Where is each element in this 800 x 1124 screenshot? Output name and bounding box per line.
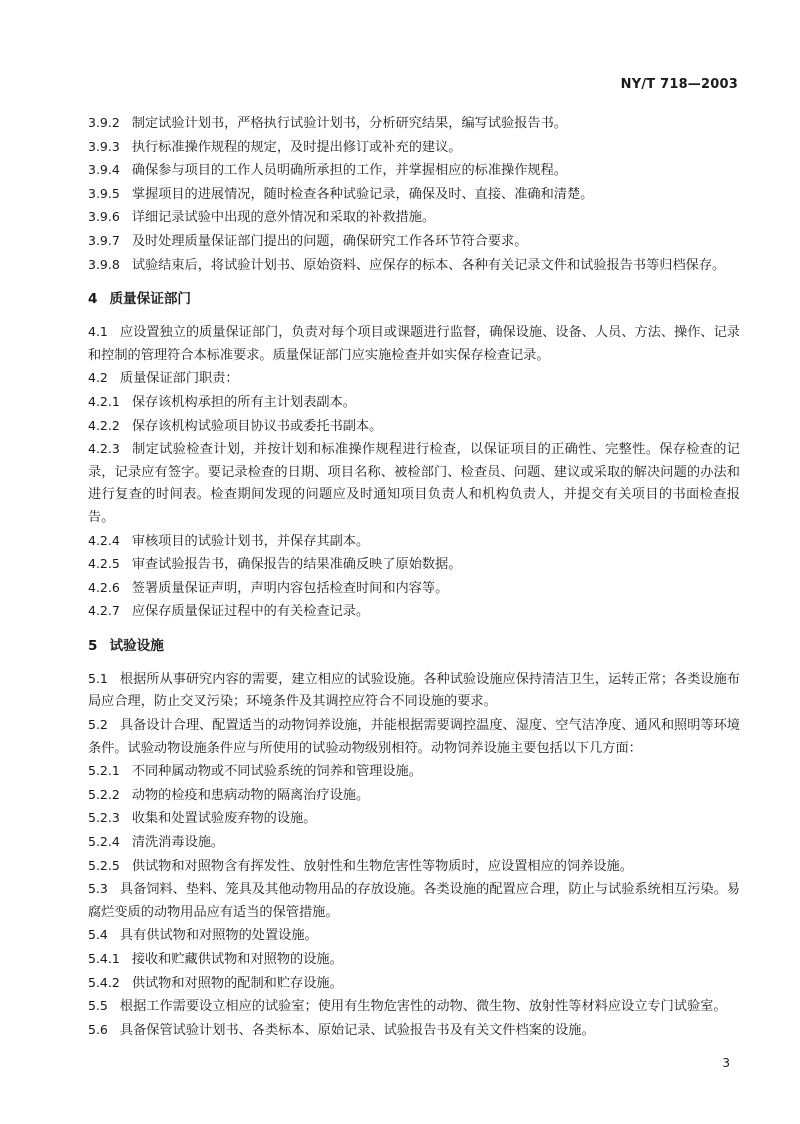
clause-text: 不同种属动物或不同试验系统的饲养和管理设施。 (131, 764, 422, 780)
clause-paragraph (88, 112, 740, 136)
clause-text: 试验结束后，将试验计划书、原始资料、应保存的标本、各种有关记录文件和试验报告书等归档保存。 (131, 257, 726, 273)
clause-text: 清洗消毒设施。 (131, 835, 225, 851)
clause-number: 5.4.1 (88, 951, 120, 966)
standard-code: NY/T 718—2003 (620, 77, 738, 92)
clause-paragraph (88, 159, 740, 183)
clause-number: 5.2.4 (88, 834, 120, 850)
clause-text: 应保存质量保证过程中的有关检查记录。 (131, 604, 370, 620)
clause-paragraph (88, 1019, 740, 1043)
clause-paragraph (88, 321, 740, 367)
clause-text: 供试物和对照物含有挥发性、放射性和生物危害性等物质时，应设置相应的饲养设施。 (131, 858, 633, 874)
clause-text: 应设置独立的质量保证部门，负责对每个项目或课题进行监督，确保设施、设备、人员、方法、操作、记录和控制的管理符合本标准要求。质量保证部门应实施检查并如实保存检查记录。 (88, 325, 740, 363)
clause-paragraph (88, 972, 740, 996)
clause-paragraph (88, 855, 740, 879)
clause-text: 保存该机构承担的所有主计划表副本。 (131, 394, 356, 410)
section-heading (88, 635, 740, 657)
section-title-text: 质量保证部门 (109, 291, 192, 308)
clause-text: 确保参与项目的工作人员明确所承担的工作，并掌握相应的标准操作规程。 (131, 163, 567, 179)
clause-paragraph (88, 254, 740, 278)
clause-number: 5.2.3 (88, 810, 120, 826)
clause-number: 4.1 (88, 324, 108, 340)
clause-number: 3.9.2 (88, 115, 120, 130)
clause-number: 3.9.3 (88, 138, 120, 154)
clause-number: 4.2.4 (88, 532, 120, 548)
clause-text: 签署质量保证声明，声明内容包括检查时间和内容等。 (131, 580, 449, 596)
clause-text: 掌握项目的进展情况，随时检查各种试验记录，确保及时、直接、准确和清楚。 (131, 186, 594, 202)
clause-paragraph (88, 760, 740, 784)
clause-number: 3.9.8 (88, 256, 120, 272)
clause-text: 动物的检疫和患病动物的隔离治疗设施。 (131, 787, 370, 803)
clause-paragraph (88, 600, 740, 624)
clause-paragraph (88, 230, 740, 254)
clause-text: 具备设计合理、配置适当的动物饲养设施，并能根据需要调控温度、湿度、空气洁净度、通风和照明等环境条件。试验动物设施条件应与所使用的试验动物级别相符。动物饲养设施主要包括以下几方面： (88, 718, 740, 756)
clause-text: 根据所从事研究内容的需要，建立相应的试验设施。各种试验设施应保持清洁卫生，运转正常；各类设施布局应合理，防止交叉污染；环境条件及其调控应符合不同设施的要求。 (88, 671, 740, 710)
clause-text: 制定试验计划书，严格执行试验计划书，分析研究结果，编写试验报告书。 (131, 116, 567, 131)
clause-paragraph (88, 183, 740, 207)
section-heading (88, 288, 740, 310)
clause-text: 执行标准操作规程的规定，及时提出修订或补充的建议。 (131, 139, 462, 155)
clause-text: 审查试验报告书，确保报告的结果准确反映了原始数据。 (131, 557, 462, 573)
page-number: 3 (722, 1056, 730, 1070)
clause-text: 及时处理质量保证部门提出的问题，确保研究工作各环节符合要求。 (131, 233, 528, 249)
clause-paragraph (88, 878, 740, 924)
clause-paragraph (88, 995, 740, 1019)
clause-text: 具备保管试验计划书、各类标本、原始记录、试验报告书及有关文件档案的设施。 (119, 1022, 595, 1038)
clause-number: 3.9.5 (88, 185, 120, 201)
clause-paragraph (88, 831, 740, 855)
clause-paragraph (88, 391, 740, 415)
clause-number: 5.3 (88, 881, 108, 897)
clause-number: 5.1 (88, 670, 108, 686)
clause-paragraph (88, 577, 740, 601)
clause-paragraph (88, 553, 740, 577)
clause-number: 3.9.6 (88, 209, 120, 225)
clause-number: 4.2 (88, 370, 108, 386)
section-number: 5 (88, 637, 98, 654)
clause-text: 收集和处置试验废弃物的设施。 (131, 811, 317, 827)
clause-paragraph (88, 415, 740, 439)
clause-number: 3.9.4 (88, 162, 120, 178)
clause-text: 详细记录试验中出现的意外情况和采取的补救措施。 (131, 210, 436, 226)
clause-paragraph (88, 807, 740, 831)
clause-number: 5.6 (88, 1021, 108, 1037)
clause-text: 保存该机构试验项目协议书或委托书副本。 (131, 418, 383, 434)
clause-text: 接收和贮藏供试物和对照物的设施。 (131, 952, 343, 967)
clause-number: 5.4.2 (88, 974, 120, 990)
clause-number: 4.2.7 (88, 603, 120, 619)
clause-number: 4.2.2 (88, 417, 120, 433)
clause-paragraph (88, 948, 740, 972)
clause-number: 4.2.5 (88, 556, 120, 572)
clause-paragraph (88, 438, 740, 529)
clause-number: 4.2.1 (88, 393, 120, 409)
clause-number: 4.2.6 (88, 579, 120, 595)
clause-text: 根据工作需要设立相应的试验室；使用有生物危害性的动物、微生物、放射性等材料应设立专门试验室。 (119, 999, 727, 1015)
clause-number: 5.2 (88, 717, 108, 733)
clause-paragraph (88, 136, 740, 160)
clause-paragraph (88, 784, 740, 808)
clause-text: 具备饲料、垫料、笼具及其他动物用品的存放设施。各类设施的配置应合理，防止与试验系统相互污染。易腐烂变质的动物用品应有适当的保管措施。 (88, 882, 740, 920)
clause-paragraph (88, 206, 740, 230)
clause-text: 供试物和对照物的配制和贮存设施。 (131, 975, 343, 991)
section-title-text: 试验设施 (109, 637, 164, 654)
clause-number: 5.2.1 (88, 763, 120, 779)
clause-text: 具有供试物和对照物的处置设施。 (119, 928, 318, 944)
section-number: 4 (88, 291, 98, 308)
clause-paragraph (88, 924, 740, 948)
document-body (88, 112, 740, 1042)
clause-number: 5.4 (88, 927, 108, 943)
clause-text: 质量保证部门职责： (119, 371, 239, 387)
clause-paragraph (88, 714, 740, 760)
clause-number: 3.9.7 (88, 232, 120, 248)
clause-paragraph (88, 367, 740, 391)
clause-text: 审核项目的试验计划书，并保存其副本。 (131, 533, 370, 549)
clause-paragraph (88, 668, 740, 714)
clause-number: 4.2.3 (88, 441, 120, 457)
clause-number: 5.2.5 (88, 857, 120, 873)
clause-number: 5.2.2 (88, 786, 120, 802)
clause-text: 制定试验检查计划，并按计划和标准操作规程进行检查，以保证项目的正确性、完整性。保存检查的记录，记录应有签字。要记录检查的日期、项目名称、被检部门、检查员、问题、建议或采取的解决问题的办法和进行复查的时间表。检查期间发现的问题应及时通知项目负责人和机构负责人，并提交有关项目的书面检查报告。 (88, 442, 740, 525)
clause-number: 5.5 (88, 998, 108, 1014)
clause-paragraph (88, 530, 740, 554)
